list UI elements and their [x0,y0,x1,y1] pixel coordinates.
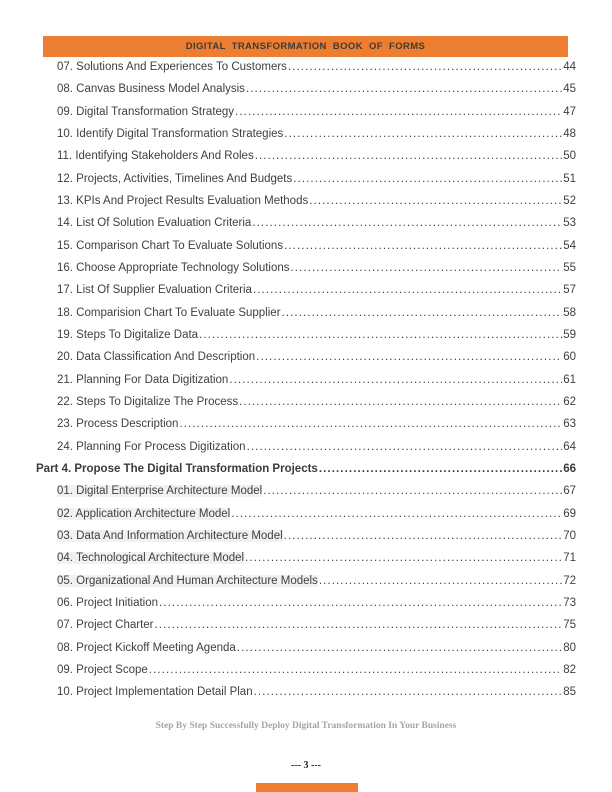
toc-entry-label: 02. Application Architecture Model [57,507,231,520]
toc-entry-label: 05. Organizational And Human Architecture Models [57,574,318,587]
toc-entry-page: 57 [563,284,576,297]
toc-entry[interactable] [57,642,576,664]
page-number: --- 3 --- [291,760,321,771]
toc-entry-page: 85 [563,686,576,699]
toc-entry[interactable] [57,686,576,708]
toc-entry-label: Part 4. Propose The Digital Transformation Projects [36,462,318,475]
toc-leader-dots [284,530,563,542]
toc-leader-dots [254,686,563,698]
toc-entry[interactable] [57,284,576,306]
toc-entry-page: 75 [563,619,576,632]
toc-entry-label: 18. Comparision Chart To Evaluate Supplier [57,306,281,319]
toc-entry[interactable] [36,463,576,485]
toc-entry-page: 51 [563,172,576,185]
toc-entry-label: 10. Identify Digital Transformation Strategies [57,127,284,140]
toc-entry-label: 04. Technological Architecture Model [57,552,245,565]
toc-entry-label: 07. Solutions And Experiences To Customers [57,61,287,73]
toc-entry[interactable] [57,61,576,83]
toc-entry-page: 61 [563,373,576,386]
toc-entry[interactable] [57,128,576,150]
toc-entry-page: 67 [563,485,576,498]
toc-leader-dots [319,575,562,587]
toc-entry-page: 69 [563,507,576,520]
toc-leader-dots [245,552,562,564]
toc-leader-dots [319,463,562,475]
toc-entry-page: 48 [563,127,576,140]
toc-leader-dots [291,262,563,274]
toc-leader-dots [179,418,562,430]
toc-entry-page: 52 [563,194,576,207]
toc-entry-page: 44 [563,61,576,73]
toc-entry[interactable] [57,575,576,597]
toc-entry[interactable] [57,351,576,373]
toc-entry-label: 21. Planning For Data Digitization [57,373,229,386]
table-of-contents [36,61,576,709]
toc-entry-label: 15. Comparison Chart To Evaluate Solutions [57,239,284,252]
toc-entry-page: 73 [563,596,576,609]
toc-entry[interactable] [57,262,576,284]
toc-entry[interactable] [57,508,576,530]
toc-entry-page: 70 [563,529,576,542]
toc-entry-page: 82 [563,663,576,676]
toc-entry-page: 47 [563,105,576,118]
toc-entry-page: 71 [563,552,576,565]
toc-entry-page: 58 [563,306,576,319]
toc-entry[interactable] [57,217,576,239]
toc-entry-label: 19. Steps To Digitalize Data [57,328,199,341]
toc-entry-page: 72 [563,574,576,587]
document-header-bar [43,36,568,57]
toc-leader-dots [199,329,562,341]
toc-leader-dots [239,396,562,408]
toc-entry-label: 11. Identifying Stakeholders And Roles [57,150,254,163]
toc-leader-dots [253,284,562,296]
toc-entry-page: 59 [563,328,576,341]
toc-leader-dots [235,106,562,118]
toc-entry-label: 13. KPIs And Project Results Evaluation Methods [57,194,309,207]
toc-entry[interactable] [57,195,576,217]
toc-entry-label: 23. Process Description [57,418,179,431]
toc-leader-dots [149,664,562,676]
footer-tagline: Step By Step Successfully Deploy Digital Transformation In Your Business [155,721,457,731]
toc-entry[interactable] [57,664,576,686]
toc-entry-label: 08. Canvas Business Model Analysis [57,83,245,96]
toc-leader-dots [282,307,563,319]
toc-entry-label: 09. Digital Transformation Strategy [57,105,235,118]
toc-entry-page: 45 [563,83,576,96]
toc-entry-label: 16. Choose Appropriate Technology Solutions [57,261,290,274]
toc-leader-dots [263,485,562,497]
toc-leader-dots [293,173,562,185]
toc-leader-dots [247,441,563,453]
document-title: DIGITAL TRANSFORMATION BOOK OF FORMS [185,41,426,52]
toc-entry[interactable] [57,441,576,463]
toc-leader-dots [284,128,562,140]
toc-entry[interactable] [57,418,576,440]
toc-entry-page: 66 [563,462,576,475]
toc-entry-label: 07. Project Charter [57,619,154,632]
toc-leader-dots [256,351,562,363]
toc-leader-dots [246,83,562,95]
toc-entry[interactable] [57,597,576,619]
toc-entry[interactable] [57,106,576,128]
toc-leader-dots [284,240,562,252]
toc-entry-label: 08. Project Kickoff Meeting Agenda [57,641,236,654]
footer-accent-bar [256,783,358,792]
toc-entry[interactable] [57,485,576,507]
toc-entry-page: 63 [563,418,576,431]
toc-entry-label: 17. List Of Supplier Evaluation Criteria [57,284,252,297]
toc-entry-page: 55 [563,261,576,274]
toc-entry[interactable] [57,329,576,351]
toc-entry[interactable] [57,240,576,262]
toc-entry[interactable] [57,173,576,195]
toc-entry-label: 10. Project Implementation Detail Plan [57,686,253,699]
toc-entry-label: 20. Data Classification And Description [57,351,256,364]
toc-entry[interactable] [57,83,576,105]
toc-entry-page: 64 [563,440,576,453]
toc-leader-dots [237,642,562,654]
toc-entry-page: 54 [563,239,576,252]
toc-entry[interactable] [57,552,576,574]
toc-leader-dots [231,508,562,520]
toc-leader-dots [252,217,562,229]
toc-entry-label: 12. Projects, Activities, Timelines And Budgets [57,172,293,185]
toc-entry-label: 24. Planning For Process Digitization [57,440,246,453]
toc-entry[interactable] [57,530,576,552]
toc-leader-dots [309,195,562,207]
toc-entry-page: 53 [563,217,576,230]
toc-leader-dots [155,619,563,631]
toc-entry-label: 14. List Of Solution Evaluation Criteria [57,217,252,230]
toc-entry[interactable] [57,307,576,329]
toc-leader-dots [229,374,562,386]
toc-entry[interactable] [57,396,576,418]
toc-entry[interactable] [57,619,576,641]
toc-entry-page: 80 [563,641,576,654]
toc-leader-dots [159,597,562,609]
toc-entry[interactable] [57,374,576,396]
toc-entry-page: 50 [563,150,576,163]
toc-entry[interactable] [57,150,576,172]
toc-leader-dots [255,150,563,162]
toc-entry-label: 03. Data And Information Architecture Model [57,529,283,542]
toc-leader-dots [288,61,562,73]
toc-entry-label: 22. Steps To Digitalize The Process [57,395,239,408]
toc-entry-page: 62 [563,395,576,408]
toc-entry-label: 09. Project Scope [57,663,148,676]
toc-entry-label: 06. Project Initiation [57,596,159,609]
toc-entry-label: 01. Digital Enterprise Architecture Model [57,485,263,498]
toc-entry-page: 60 [563,351,576,364]
